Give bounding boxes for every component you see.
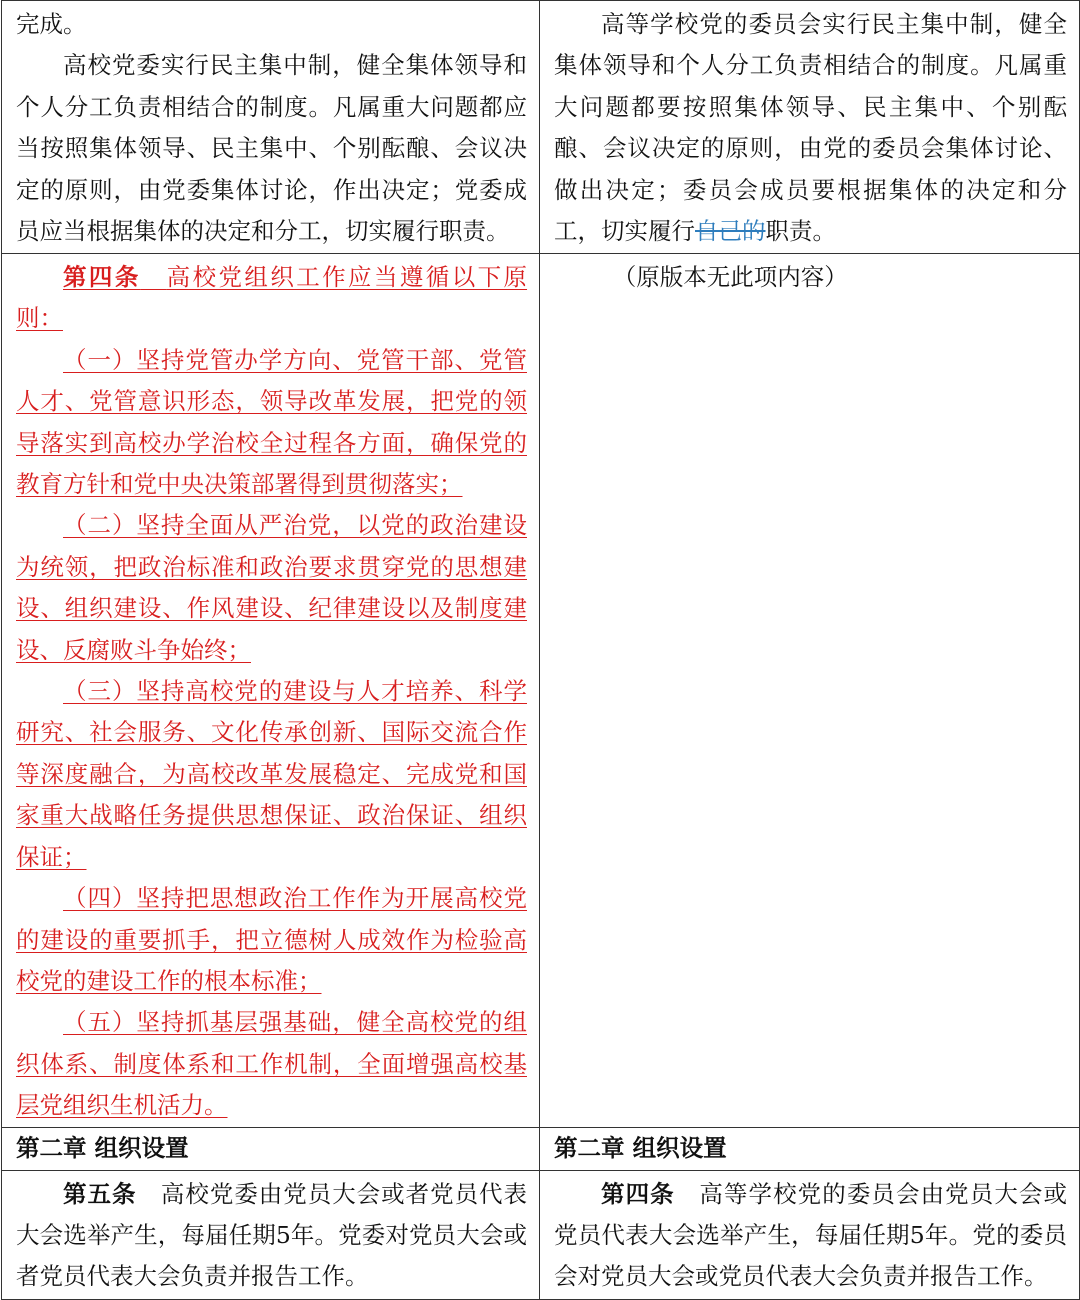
list-item: （五）坚持抓基层强基础，健全高校党的组织体系、制度体系和工作机制，全面增强高校基层党组织生机活力。	[16, 1008, 527, 1120]
list-item: （一）坚持党管办学方向、党管干部、党管人才、党管意识形态，领导改革发展，把党的领导落实到高校办学治校全过程各方面，确保党的教育方针和党中央决策部署得到贯彻落实；	[16, 345, 527, 499]
list-item: （四）坚持把思想政治工作作为开展高校党的建设的重要抓手，把立德树人成效作为检验高校党的建设工作的根本标准；	[16, 884, 527, 995]
article-text: 高校党委由党员大会或者党员代表大会选举产生，每届任期5年。党委对党员大会或者党员代表大会负责并报告工作。	[16, 1179, 527, 1291]
chapter-row	[2, 1127, 1080, 1170]
list-item: （三）坚持高校党的建设与人才培养、科学研究、社会服务、文化传承创新、国际交流合作等深度融合，为高校改革发展稳定、完成党和国家重大战略任务提供思想保证、政治保证、组织保证；	[16, 677, 527, 871]
new-version-cell	[2, 1170, 540, 1299]
old-version-cell	[540, 254, 1080, 1128]
table-row	[2, 1, 1080, 254]
article-four-old	[554, 1174, 1067, 1298]
deleted-text: 自己的	[695, 217, 766, 246]
article-five	[16, 1174, 527, 1298]
article-label: 第五条	[63, 1179, 137, 1208]
table-row	[2, 254, 1080, 1128]
no-content-note: （原版本无此项内容）	[612, 263, 848, 291]
paragraph-democratic-centralism: 高校党委实行民主集中制，健全集体领导和个人分工负责相结合的制度。凡属重大问题都应当按照集体领导、民主集中、个别酝酿、会议决定的原则，由党委集体讨论，作出决定；党委成员应当根据集体的决定和分工，切实履行职责。	[16, 51, 527, 246]
old-text-after: 职责。	[765, 217, 836, 246]
chapter-title-new: 第二章 组织设置	[2, 1127, 540, 1170]
list-item: （二）坚持全面从严治党，以党的政治建设为统领，把政治标准和政治要求贯穿党的思想建设、组织建设、作风建设、纪律建设以及制度建设、反腐败斗争始终；	[16, 511, 527, 664]
table-row	[2, 1170, 1080, 1299]
paragraph-democratic-centralism-old	[554, 4, 1067, 252]
new-version-cell	[2, 1, 540, 254]
comparison-table	[1, 0, 1080, 1300]
chapter-title-old: 第二章 组织设置	[540, 1127, 1080, 1170]
old-version-cell	[540, 1170, 1080, 1299]
article-heading	[16, 257, 527, 340]
article-text: 高等学校党的委员会由党员大会或党员代表大会选举产生，每届任期5年。党的委员会对党员大会或党员代表大会负责并报告工作。	[554, 1179, 1067, 1291]
old-version-cell	[540, 1, 1080, 254]
article-intro: 高校党组织工作应当遵循以下原则：	[16, 263, 528, 333]
paragraph-tail: 完成。	[16, 10, 87, 38]
article-label: 第四条	[63, 263, 141, 291]
new-version-cell	[2, 254, 540, 1128]
article-label: 第四条	[601, 1179, 675, 1208]
old-text-before: 高等学校党的委员会实行民主集中制，健全集体领导和个人分工负责相结合的制度。凡属重大问题都要按照集体领导、民主集中、个别酝酿、会议决定的原则，由党的委员会集体讨论、做出决定；委员会成员要根据集体的决定和分工，切实履行	[554, 10, 1067, 246]
